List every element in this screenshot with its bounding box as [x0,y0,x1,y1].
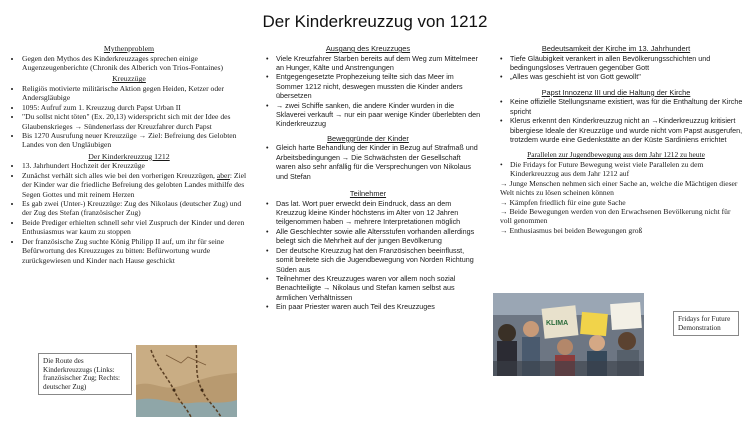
list-item: • Es gab zwei (Unter-) Kreuzzüge: Zug des Nikolaus (deutscher Zug) und der Zug des Stefan (französischer Zug) [22,199,248,218]
heading-parallelen: Parallelen zur Jugendbewegung aus dem Jahr 1212 zu heute [527,150,705,160]
map-caption: Die Route des Kinderkreuzzugs (Links: französischer Zug; Rechts: deutscher Zug) [43,357,121,391]
list-ausgang [254,54,482,129]
protest-sign-text: KLIMA [546,320,569,327]
list-item: • Der französische Zug suchte König Philipp II auf, um ihr für seine Befürwortung des Kreuzzuges zu bitten: Befürwortung wurde zurückgewiesen und Kinder nach Hause geschickt [22,237,248,265]
list-item: • Das lat. Wort puer erweckt dein Eindruck, dass an dem Kreuzzug kleine Kinder höchstens im Alter von 12 Jahren teilgenommen haben → mehrere Interpretationen möglich [266,199,482,227]
text-fragment: : Ziel der Kinder war die friedliche Befreiung des gelobten Landes mithilfe des Segen Gottes und mit reinem Herzen [22,170,247,199]
list-papst [488,97,744,144]
list-beweggruende [254,143,482,181]
page-title: Der Kinderkreuzzug von 1212 [262,12,488,31]
list-teilnehmer [254,199,482,312]
list-parallelen [488,160,744,235]
list-item: • Teilnehmer des Kreuzzuges waren vor allem noch sozial Benachteiligte → Nikolaus und Stefan kamen selbst aus ärmlichen Verhältnissen [266,274,482,302]
list-item: • Tiefe Gläubigkeit verankert in allen Bevölkerungsschichten und bedingungsloses Vertrauen gegenüber Gott [500,54,744,73]
crowd-illustration [493,293,644,376]
list-item: • Bis 1270 Ausrufung neuer Kreuzzüge → Ziel: Befreiung des Gelobten Landes von den Ungläubigen [22,131,248,150]
list-item: • Keine offizielle Stellungsname existiert, was für die Enthaltung der Kirche spricht [500,97,744,116]
heading-bedeutsamkeit: Bedeutsamkeit der Kirche im 13. Jahrhundert [541,44,691,53]
list-item: • "Du sollst nicht töten" (Ex. 20,13) widerspricht sich mit der Idee des Glaubenskrieges → Sündenerlass der Kreuzfahrer durch Papst [22,112,248,131]
list-item [22,171,248,199]
heading-kreuzzuege: Kreuzzüge [112,74,146,84]
list-kinderkreuzzug [10,161,248,264]
list-item: • „Alles was geschieht ist von Gott gewollt" [500,72,744,81]
list-item: → Beide Bewegungen werden von den Erwachsenen Bevölkerung nicht für voll genommen [500,207,731,226]
underlined-word: aber [216,170,230,180]
photo-caption-box [673,311,739,336]
map-caption-box [38,353,132,395]
route-map-image [136,345,237,417]
column-left [10,44,248,267]
list-item: • Entgegengesetzte Prophezeiung teilte sich das Meer im Sommer 1212 nicht, deswegen mussten die Kinder anders übersetzen [266,72,482,100]
list-item: • 13. Jahrhundert Hochzeit der Kreuzzüge [22,161,248,170]
list-item: • Alle Geschlechter sowie alle Altersstufen vorhanden allerdings belegt sich die Mehrheit auf der jungen Bevölkerung [266,227,482,246]
list-item: → Junge Menschen nehmen sich einer Sache an, welche die Mächtigen dieser Welt nichts zu lösen scheinen können [500,178,738,198]
list-mythenproblem [10,54,248,73]
heading-ausgang: Ausgang des Kreuzzuges [325,44,411,53]
list-item: → Kämpfen friedlich für eine gute Sache [500,197,626,207]
heading-beweggruende: Beweggründe der Kinder [327,133,409,143]
text-fragment: Zunächst verhält sich alles wie bei den vorherigen Kreuzzügen, [22,170,217,180]
list-item: • → zwei Schiffe sanken, die andere Kinder wurden in die Sklaverei verkauft → nur ein paar wenige Kinder überlebten den Kinderkreuzzug [266,101,482,129]
list-bedeutsamkeit [488,54,744,82]
column-right [488,44,744,237]
heading-papst: Papst Innozenz III und die Haltung der Kirche [541,87,691,97]
list-item: • 1095: Aufruf zum 1. Kreuzzug durch Papst Urban II [22,103,248,112]
list-item: • Religiös motivierte militärische Aktion gegen Heiden, Ketzer oder Andersgläubige [22,84,248,103]
fff-demonstration-photo [493,293,644,376]
list-item: • Gleich harte Behandlung der Kinder in Bezug auf Strafmaß und Arbeitsbedingungen → Die Schwächsten der Gesellschaft waren also sehr anfällig für die Versprechungen von Nikolaus und Stefan [266,143,482,181]
list-item: • Beide Prediger erhielten schnell sehr viel Zuspruch der Kinder und deren Enthusiasmus war kaum zu stoppen [22,218,248,237]
map-illustration [136,345,237,417]
list-item: • Die Fridays for Future Bewegung weist viele Parallelen zu dem Kinderkreuzzug aus dem Jahr 1212 auf [500,160,744,179]
list-item: • Viele Kreuzfahrer Starben bereits auf dem Weg zum Mittelmeer an Hunger, Kälte und Anstrengungen [266,54,482,73]
list-item: • Gegen den Mythos des Kinderkreuzzages sprechen einige Augenzeugenberichte (Chronik des Alberich von Trios-Fontaines) [22,54,248,73]
list-item: • Klerus erkennt den Kinderkreuzzug nicht an →Kinderkreuzzug kritisiert bibergiese Ideale der Kreuzzüge und wurde nicht vom Papst ausgerufen, trotzdem wurde eine Gedenkstätte an der Küste Sardiniens errichtet [500,116,744,144]
heading-kinderkreuzzug: Der Kinderkreuzzug 1212 [88,151,170,161]
list-kreuzzuege [10,84,248,150]
heading-teilnehmer: Teilnehmer [349,189,387,199]
photo-caption: Fridays for Future Demonstration [678,315,731,332]
heading-mythenproblem: Mythenproblem [103,44,155,53]
list-item: • Der deutsche Kreuzzug hat den Französischen beeinflusst, somit breitete sich die Jugendbewegung von Norden Richtung Süden aus [266,246,482,274]
list-item: → Enthusiasmus bei beiden Bewegungen groß [500,225,643,235]
list-item: • Ein paar Priester waren auch Teil des Kreuzzuges [266,302,482,311]
column-middle [254,44,482,314]
